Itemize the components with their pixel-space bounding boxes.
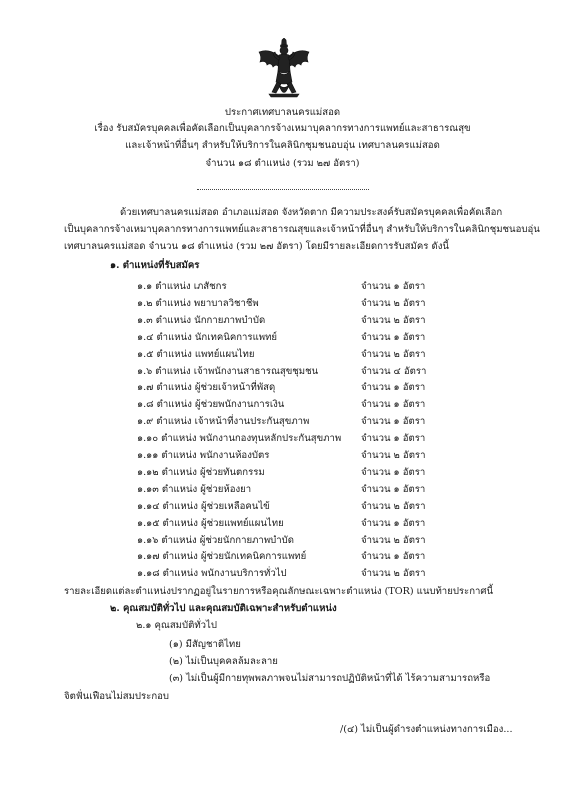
position-label: ๑.๑ ตำแหน่ง เภสัชกร — [137, 281, 227, 292]
position-label: ๑.๑๔ ตำแหน่ง ผู้ช่วยเหลือคนไข้ — [137, 500, 270, 512]
position-count: จำนวน ๑ อัตรา — [361, 433, 426, 445]
position-label: ๑.๖ ตำแหน่ง เจ้าพนักงานสาธารณสุขชุมชน — [137, 365, 319, 377]
position-label: ๑.๒ ตำแหน่ง พยาบาลวิชาชีพ — [137, 297, 259, 309]
intro-line-1: ด้วยเทศบาลนครแม่สอด อำเภอแม่สอด จังหวัดตาก มีความประสงค์รับสมัครบุคคลเพื่อคัดเลือก — [120, 207, 503, 218]
position-count: จำนวน ๒ อัตรา — [361, 297, 426, 309]
position-label: ๑.๑๒ ตำแหน่ง ผู้ช่วยทันตกรรม — [137, 466, 265, 478]
position-count: จำนวน ๒ อัตรา — [361, 450, 426, 461]
qualification-item-2: (๒) ไม่เป็นบุคคลล้มละลาย — [169, 656, 278, 667]
section-2-1-heading: ๒.๑ คุณสมบัติทั่วไป — [136, 620, 217, 631]
position-label: ๑.๑๓ ตำแหน่ง ผู้ช่วยห้องยา — [137, 483, 252, 495]
qualification-item-3-continued: จิตฟั่นเฟือนไม่สมประกอบ — [64, 691, 169, 702]
position-label: ๑.๑๗ ตำแหน่ง ผู้ช่วยนักเทคนิคการแพทย์ — [137, 551, 307, 563]
subject-line-1: เรื่อง รับสมัครบุคคลเพื่อคัดเลือกเป็นบุคลากรจ้างเหมาบุคลากรทางการแพทย์และสาธารณสุข — [94, 123, 471, 134]
section-1-heading: ๑. ตำแหน่งที่รับสมัคร — [110, 260, 200, 271]
qualification-item-1: (๑) มีสัญชาติไทย — [169, 639, 241, 650]
position-count: จำนวน ๔ อัตรา — [361, 365, 427, 377]
position-label: ๑.๓ ตำแหน่ง นักกายภาพบำบัด — [137, 314, 266, 326]
section-2-heading: ๒. คุณสมบัติทั่วไป และคุณสมบัติเฉพาะสำหรับตำแหน่ง — [110, 603, 337, 614]
header-divider — [197, 189, 369, 190]
announcement-title: ประกาศเทศบาลนครแม่สอด — [224, 107, 341, 118]
position-label: ๑.๑๘ ตำแหน่ง พนักงานบริการทั่วไป — [137, 568, 287, 580]
position-label: ๑.๑๕ ตำแหน่ง ผู้ช่วยแพทย์แผนไทย — [137, 517, 284, 529]
garuda-emblem-icon — [255, 38, 313, 100]
page-continuation-note: /(๔) ไม่เป็นผู้ดำรงตำแหน่งทางการเมือง... — [340, 724, 513, 735]
position-count: จำนวน ๒ อัตรา — [361, 314, 426, 326]
position-count: จำนวน ๑ อัตรา — [361, 483, 426, 495]
qualification-item-3: (๓) ไม่เป็นผู้มีกายทุพพลภาพจนไม่สามารถปฏิบัติหน้าที่ได้ ไร้ความสามารถหรือ — [169, 673, 491, 684]
position-label: ๑.๘ ตำแหน่ง ผู้ช่วยพนักงานการเงิน — [137, 399, 285, 411]
position-label: ๑.๑๑ ตำแหน่ง พนักงานห้องบัตร — [137, 450, 270, 461]
position-label: ๑.๑๖ ตำแหน่ง ผู้ช่วยนักกายภาพบำบัด — [137, 534, 294, 546]
position-count: จำนวน ๒ อัตรา — [361, 348, 426, 360]
position-label: ๑.๔ ตำแหน่ง นักเทคนิคการแพทย์ — [137, 331, 278, 343]
position-count: จำนวน ๑ อัตรา — [361, 382, 426, 394]
position-count: จำนวน ๒ อัตรา — [361, 568, 426, 580]
position-label: ๑.๑๐ ตำแหน่ง พนักงานกองทุนหลักประกันสุขภาพ — [137, 433, 342, 445]
position-count: จำนวน ๑ อัตรา — [361, 551, 426, 563]
tor-note: รายละเอียดแต่ละตำแหน่งปรากฏอยู่ในรายการหรือคุณลักษณะเฉพาะตำแหน่ง (TOR) แนบท้ายประกาศนี้ — [64, 586, 494, 597]
position-count: จำนวน ๑ อัตรา — [361, 399, 426, 411]
intro-line-3: เทศบาลนครแม่สอด จำนวน ๑๘ ตำแหน่ง (รวม ๒๗ อัตรา) โดยมีรายละเอียดการรับสมัคร ดังนี้ — [64, 241, 449, 252]
position-label: ๑.๗ ตำแหน่ง ผู้ช่วยเจ้าหน้าที่พัสดุ — [137, 382, 276, 394]
position-label: ๑.๙ ตำแหน่ง เจ้าหน้าที่งานประกันสุขภาพ — [137, 416, 310, 428]
subject-line-2: และเจ้าหน้าที่อื่นๆ สำหรับให้บริการในคลินิกชุมชนอบอุ่น เทศบาลนครแม่สอด — [125, 140, 440, 151]
position-count: จำนวน ๑ อัตรา — [361, 331, 426, 343]
intro-line-2: เป็นบุคลากรจ้างเหมาบุคลากรทางการแพทย์และสาธารณสุขและเจ้าหน้าที่อื่นๆ สำหรับให้บริการในคลินิกชุมชนอบอุ่น — [64, 224, 540, 235]
position-label: ๑.๕ ตำแหน่ง แพทย์แผนไทย — [137, 348, 255, 360]
subject-line-3: จำนวน ๑๘ ตำแหน่ง (รวม ๒๗ อัตรา) — [205, 158, 360, 169]
position-count: จำนวน ๑ อัตรา — [361, 416, 426, 428]
position-count: จำนวน ๑ อัตรา — [361, 466, 426, 478]
position-count: จำนวน ๑ อัตรา — [361, 281, 426, 292]
position-count: จำนวน ๒ อัตรา — [361, 534, 426, 546]
position-count: จำนวน ๒ อัตรา — [361, 500, 426, 512]
position-count: จำนวน ๑ อัตรา — [361, 517, 426, 529]
